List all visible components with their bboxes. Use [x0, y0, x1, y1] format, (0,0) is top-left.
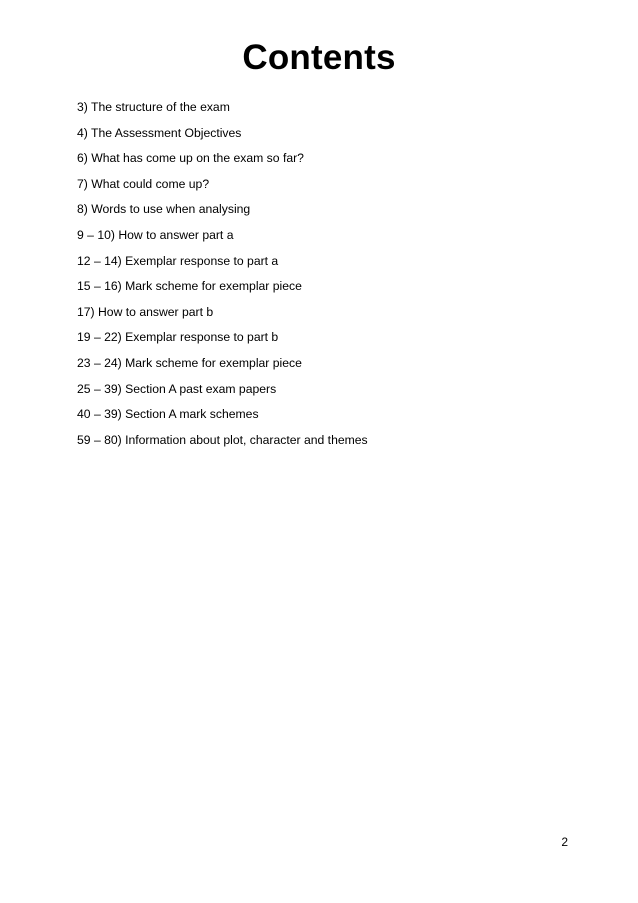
page-title: Contents: [242, 38, 396, 77]
contents-entry: 15 – 16) Mark scheme for exemplar piece: [77, 279, 302, 294]
contents-entry: 3) The structure of the exam: [77, 100, 230, 114]
contents-entry: 19 – 22) Exemplar response to part b: [77, 330, 279, 345]
contents-entry: 25 – 39) Section A past exam papers: [77, 381, 277, 396]
contents-entry: 7) What could come up?: [77, 176, 210, 191]
contents-entry: 59 – 80) Information about plot, character and themes: [77, 432, 368, 447]
contents-entry: 9 – 10) How to answer part a: [77, 227, 234, 242]
contents-entry: 17) How to answer part b: [77, 304, 214, 319]
contents-list: [77, 95, 597, 453]
contents-entry: 4) The Assessment Objectives: [77, 125, 242, 140]
contents-entry: 8) Words to use when analysing: [77, 202, 251, 217]
contents-entry: 40 – 39) Section A mark schemes: [77, 407, 259, 422]
contents-entry: 23 – 24) Mark scheme for exemplar piece: [77, 355, 302, 370]
page-number: 2: [561, 835, 568, 849]
contents-entry: 12 – 14) Exemplar response to part a: [77, 253, 279, 268]
contents-entry: 6) What has come up on the exam so far?: [77, 151, 304, 166]
